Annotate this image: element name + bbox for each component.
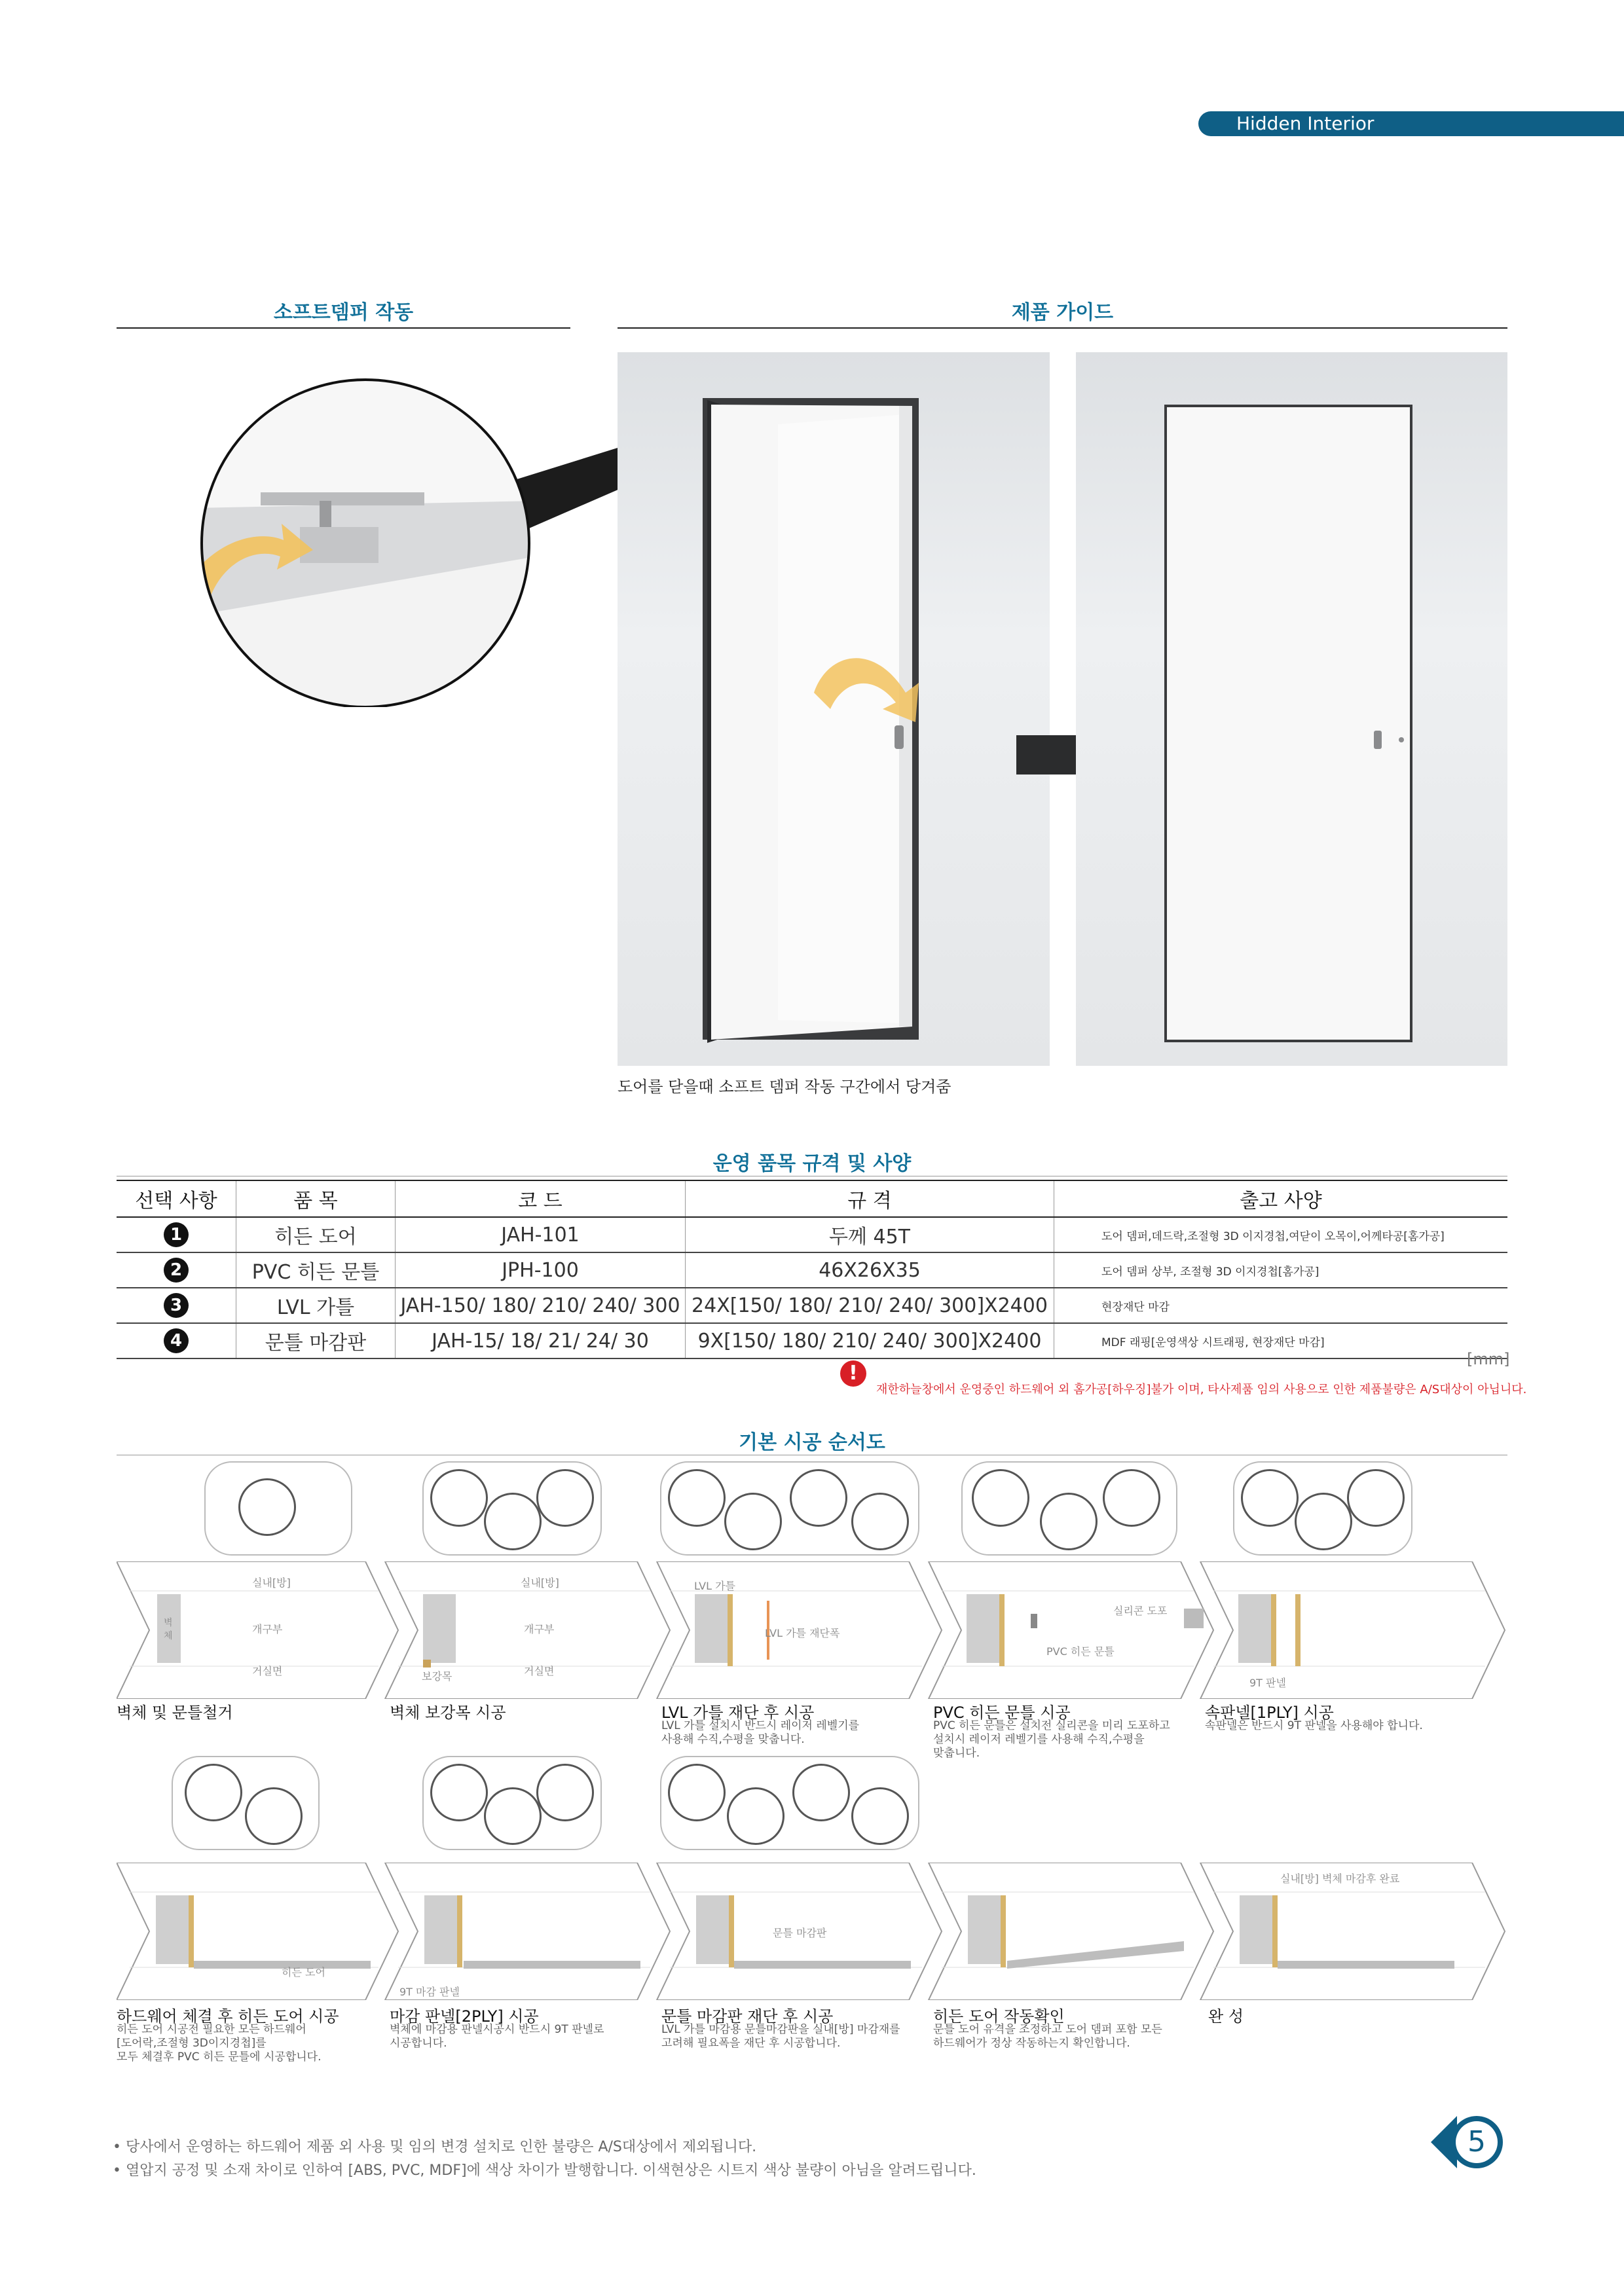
table-row xyxy=(117,1252,1507,1288)
page-number: 5 xyxy=(1467,2125,1486,2159)
brand-tag: Hidden Interior xyxy=(1198,111,1624,136)
step-title: PVC 히든 문틀 시공 xyxy=(933,1704,1071,1722)
process-title: 기본 시공 순서도 xyxy=(739,1431,885,1454)
table-row xyxy=(117,1217,1507,1252)
tape-measure-icon xyxy=(430,1469,488,1527)
spec-cell: 두께 45T xyxy=(686,1217,1054,1252)
step-title: 하드웨어 체결 후 히든 도어 시공 xyxy=(117,2007,339,2026)
soft-damper-title: 소프트뎀퍼 작동 xyxy=(273,301,414,324)
table-row xyxy=(117,1323,1507,1358)
laser-level-icon xyxy=(245,1787,303,1845)
nail-gun-icon xyxy=(484,1493,542,1550)
code-cell: JAH-15/ 18/ 21/ 24/ 30 xyxy=(396,1323,686,1358)
nail-gun-icon xyxy=(727,1787,784,1845)
drill-icon xyxy=(1040,1493,1098,1550)
col-item: 품 목 xyxy=(236,1180,396,1217)
label-pvc: PVC 히든 문틀 xyxy=(1046,1645,1115,1658)
spec-cell: 46X26X35 xyxy=(686,1252,1054,1288)
label-room: 실내[방] xyxy=(252,1576,291,1589)
step-desc: PVC 히든 문틀은 설치전 실리콘을 미리 도포하고 설치시 레이저 레벨기를 사용해 수직,수평을 맞춥니다. xyxy=(933,1719,1170,1760)
label-living: 거실면 xyxy=(252,1665,283,1677)
page-number-badge xyxy=(1431,2116,1506,2168)
code-cell: JPH-100 xyxy=(396,1252,686,1288)
guide-caption: 도어를 닫을때 소프트 뎀퍼 작동 구간에서 당겨줌 xyxy=(618,1078,951,1096)
step-desc: 문틀 도어 유격을 조정하고 도어 뎀퍼 포함 모든 하드웨어가 정상 작동하는지 확인합니다. xyxy=(933,2023,1162,2050)
step-desc: 벽체에 마감용 판넬시공시 반드시 9T 판넬로 시공합니다. xyxy=(390,2023,604,2050)
step-title: LVL 가틀 재단 후 시공 xyxy=(661,1704,815,1722)
table-row xyxy=(117,1288,1507,1323)
tool-box xyxy=(1233,1461,1412,1556)
item-cell: PVC 히든 문틀 xyxy=(236,1252,396,1288)
label-living: 거실면 xyxy=(524,1665,555,1677)
spec-cell: 9X[150/ 180/ 210/ 240/ 300]X2400 xyxy=(686,1323,1054,1358)
col-remark: 출고 사양 xyxy=(1054,1180,1508,1217)
row-number-badge: 1 xyxy=(164,1222,189,1247)
step-desc: 히든 도어 시공전 필요한 모든 하드웨어 [도어락,조절형 3D이지경첩]를 모두 체결후 PVC 히든 문틀에 시공합니다. xyxy=(117,2023,322,2064)
step-title: 벽체 및 문틀철거 xyxy=(117,1704,233,1722)
product-guide-title: 제품 가이드 xyxy=(1011,301,1114,324)
circular-saw-icon xyxy=(536,1469,594,1527)
footer-note: • 열압지 공정 및 소재 차이로 인하여 [ABS, PVC, MDF]에 색상 차이가 발행합니다. 이색현상은 시트지 색상 불량이 아님을 알려드립니다. xyxy=(113,2162,976,2179)
tape-measure-icon xyxy=(668,1764,726,1821)
row-number-badge: 4 xyxy=(164,1328,189,1353)
step-desc: LVL 가틀 설치시 반드시 레이저 레벨기를 사용해 수직,수평을 맞춥니다. xyxy=(661,1719,860,1746)
warning-text: 재한하늘창에서 운영중인 하드웨어 외 홈가공[하우징]불가 이며, 타사제품 임의 사용으로 인한 제품불량은 A/S대상이 아닙니다. xyxy=(876,1383,1527,1396)
item-cell: 문틀 마감판 xyxy=(236,1323,396,1358)
tool-box xyxy=(660,1461,919,1556)
specs-title: 운영 품목 규격 및 사양 xyxy=(712,1152,912,1175)
divider xyxy=(117,327,570,329)
item-cell: LVL 가틀 xyxy=(236,1288,396,1323)
circular-saw-icon xyxy=(536,1764,594,1821)
label-reinforce: 보강목 xyxy=(422,1670,452,1683)
col-option: 선택 사항 xyxy=(117,1180,236,1217)
footer-note: • 당사에서 운영하는 하드웨어 제품 외 사용 및 임의 변경 설치로 인한 불량은 A/S대상에서 제외됩니다. xyxy=(113,2139,757,2155)
tool-box xyxy=(422,1756,602,1850)
door-open-photo xyxy=(618,352,1050,1066)
label-lvl-cut: LVL 가틀 재단폭 xyxy=(765,1627,840,1639)
step-title: 속판넬[1PLY] 시공 xyxy=(1205,1704,1334,1722)
remark-cell: 도어 뎀퍼 상부, 조절형 3D 이지경첩[홈가공] xyxy=(1054,1252,1508,1288)
label-finish-done: 실내[방] 벽체 마감후 완료 xyxy=(1280,1872,1400,1885)
label-hidden-door: 히든 도어 xyxy=(282,1966,325,1978)
tape-measure-icon xyxy=(430,1764,488,1821)
step-title: 문틀 마감판 재단 후 시공 xyxy=(661,2007,834,2026)
label-opening: 개구부 xyxy=(524,1623,555,1635)
circular-saw-icon xyxy=(1347,1469,1405,1527)
step-title: 마감 판넬[2PLY] 시공 xyxy=(390,2007,539,2026)
nail-gun-icon xyxy=(1295,1493,1352,1550)
label-room: 실내[방] xyxy=(521,1576,559,1589)
door-closed-photo xyxy=(1076,352,1507,1066)
code-cell: JAH-101 xyxy=(396,1217,686,1252)
col-spec: 규 격 xyxy=(686,1180,1054,1217)
divider xyxy=(618,327,1507,329)
row-number-badge: 3 xyxy=(164,1293,189,1318)
label-9t-finish-panel: 9T 마감 판넬 xyxy=(399,1986,460,1998)
tool-box xyxy=(172,1756,320,1850)
remark-cell: 도어 뎀퍼,데드락,조절형 3D 이지경첩,여닫이 오목이,어께타공[홈가공] xyxy=(1054,1217,1508,1252)
tape-measure-icon xyxy=(1241,1469,1299,1527)
step-title: 히든 도어 작동확인 xyxy=(933,2007,1065,2026)
label-9t-panel: 9T 판넬 xyxy=(1249,1677,1286,1689)
table-header-row xyxy=(117,1180,1507,1217)
drill-icon xyxy=(185,1764,242,1821)
caulking-gun-icon xyxy=(972,1469,1029,1527)
tool-box xyxy=(204,1461,352,1556)
step-title: 벽체 보강목 시공 xyxy=(390,1704,506,1722)
row-number-badge: 2 xyxy=(164,1258,189,1283)
code-cell: JAH-150/ 180/ 210/ 240/ 300 xyxy=(396,1288,686,1323)
laser-level-icon xyxy=(851,1493,909,1550)
miter-box-icon xyxy=(851,1787,909,1845)
warning-icon: ! xyxy=(840,1360,866,1387)
step-desc: LVL 가틀 마감용 문틀마감판을 실내[방] 마감재를 고려해 필요폭을 재단 후 시공합니다. xyxy=(661,2023,900,2050)
label-wall: 벽체 xyxy=(164,1618,173,1641)
tape-measure-icon xyxy=(668,1469,726,1527)
spec-cell: 24X[150/ 180/ 210/ 240/ 300]X2400 xyxy=(686,1288,1054,1323)
laser-level-icon xyxy=(1103,1469,1160,1527)
label-trim: 문틀 마감판 xyxy=(773,1927,827,1939)
wheelbarrow-icon xyxy=(238,1478,296,1536)
tool-box xyxy=(961,1461,1177,1556)
step-title: 완 성 xyxy=(1208,2007,1244,2026)
tool-box xyxy=(660,1756,919,1850)
circular-saw-icon xyxy=(792,1764,850,1821)
tool-box xyxy=(422,1461,602,1556)
col-code: 코 드 xyxy=(396,1180,686,1217)
remark-cell: MDF 래핑[운영색상 시트래핑, 현장재단 마감] xyxy=(1054,1323,1508,1358)
label-silicon: 실리콘 도포 xyxy=(1113,1605,1168,1617)
remark-cell: 현장재단 마감 xyxy=(1054,1288,1508,1323)
label-lvl: LVL 가틀 xyxy=(694,1580,736,1592)
label-opening: 개구부 xyxy=(252,1623,283,1635)
miter-saw-icon xyxy=(724,1493,782,1550)
step-desc: 속판넬은 반드시 9T 판넬을 사용해야 합니다. xyxy=(1205,1719,1423,1732)
specs-table xyxy=(117,1180,1507,1359)
unit-label: [mm] xyxy=(1467,1350,1510,1368)
drill-icon xyxy=(790,1469,847,1527)
nail-gun-icon xyxy=(484,1787,542,1845)
item-cell: 히든 도어 xyxy=(236,1217,396,1252)
